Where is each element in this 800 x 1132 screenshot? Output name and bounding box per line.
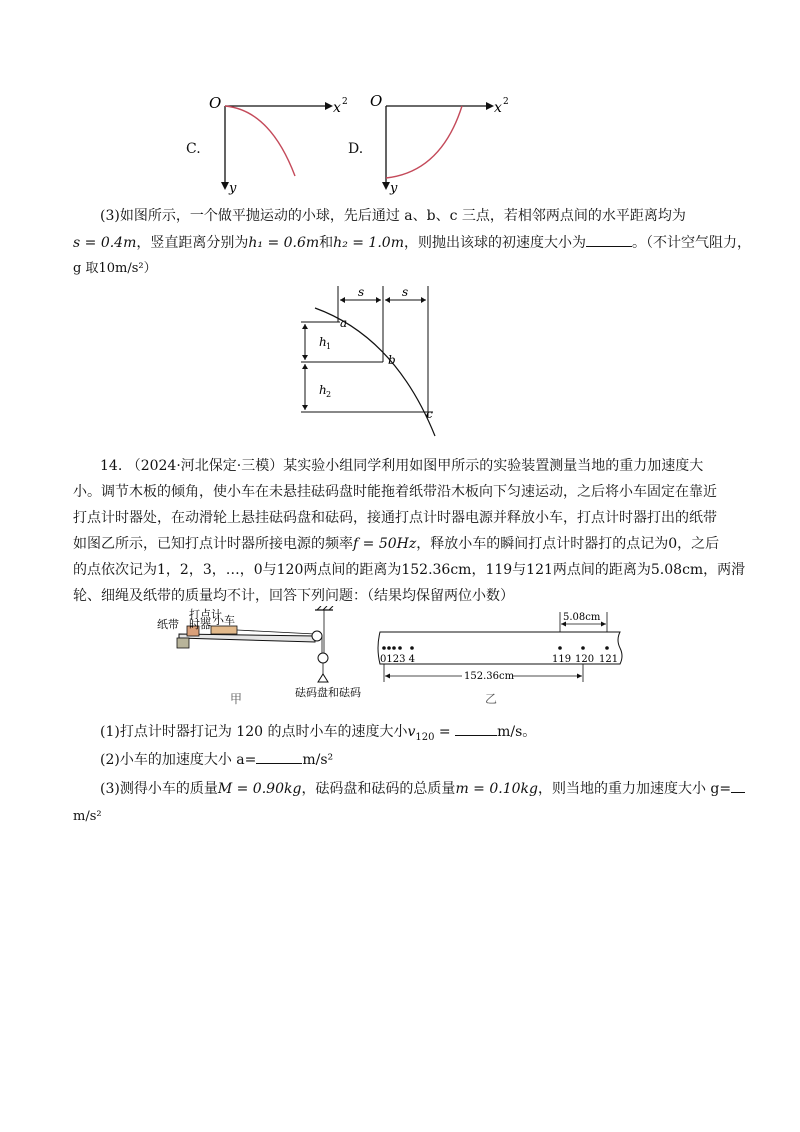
weights-label: 砝码盘和砝码 (295, 686, 361, 699)
apparatus-figure (155, 606, 370, 706)
caption-jia: 甲 (230, 692, 243, 706)
dim-508: 5.08cm (563, 612, 601, 623)
q14-line5: 的点依次记为1，2，3，…，0与120两点间的距离为152.36cm，119与121两点间的距离为5.08cm，两滑 (73, 562, 746, 578)
graph-c-origin: O (209, 94, 222, 112)
tape-label: 纸带 (157, 618, 179, 631)
tick-0-4: 0123 4 (380, 654, 415, 665)
subq1-pre: (1)打点计时器打记为 120 的点时小车的速度大小 (100, 724, 408, 740)
cart-block (211, 626, 237, 634)
subq1-v: v (407, 724, 416, 740)
graph-c-x-axis: x (333, 100, 341, 116)
graph-d-y-axis: y (390, 181, 398, 196)
q3-end: 。（不计空气阻力， (631, 235, 751, 251)
graph-d (366, 92, 516, 197)
caption-yi: 乙 (485, 692, 498, 706)
graph-d-x-axis: x (494, 100, 502, 116)
graph-d-x-exp: 2 (503, 97, 509, 107)
option-d-label: D. (348, 141, 364, 157)
q3-line1: (3)如图所示，一个做平抛运动的小球，先后通过 a、b、c 三点，若相邻两点间的水平距离均为 (100, 208, 686, 224)
trajectory-curve (315, 308, 435, 436)
timer-label: 打点计 (189, 608, 222, 621)
tick-121: 121 (599, 654, 619, 665)
q14-line4 (73, 533, 719, 555)
q3-line2 (73, 232, 751, 254)
subq1-eq: = (434, 724, 456, 740)
subq1-answer-blank[interactable] (455, 721, 497, 736)
point-a: a (340, 316, 348, 330)
graph-c-curve (225, 106, 295, 176)
option-c-label: C. (186, 141, 201, 157)
s2-label: s (402, 285, 409, 299)
subq2 (100, 749, 333, 771)
q14-line6: 轮、细绳及纸带的质量均不计，回答下列问题：（结果均保留两位小数） (73, 588, 514, 604)
tape-figure (370, 606, 635, 696)
subq1-vsub: 120 (415, 731, 435, 743)
point-b: b (388, 353, 396, 367)
subq3-M: M = 0.90kg (217, 781, 302, 797)
subq2-pre: (2)小车的加速度大小 a= (100, 752, 257, 768)
tick-120: 120 (575, 654, 595, 665)
graph-c-x-exp: 2 (342, 97, 348, 107)
timer-label-2: 时器 (189, 618, 211, 631)
q3-h1: h₁ = 0.6m (248, 235, 320, 251)
h2-label: h (319, 383, 327, 397)
q3-h2: h₂ = 1.0m (333, 235, 404, 251)
q3-s: s = 0.4m (73, 235, 137, 251)
subq3-mid: ，砝码盘和砝码的总质量 (301, 781, 456, 797)
h1-label: h (319, 335, 327, 349)
q3-and: 和 (319, 235, 334, 251)
q3-answer-blank[interactable] (586, 232, 632, 247)
subq3-m: m = 0.10kg (455, 781, 538, 797)
q14-line2: 小。调节木板的倾角，使小车在未悬挂砝码盘时能拖着纸带沿木板向下匀速运动，之后将小车固定在靠近 (73, 484, 717, 500)
subq3 (100, 778, 745, 800)
h2-sub: 2 (326, 390, 332, 399)
subq3-unit: m/s² (73, 809, 102, 824)
subq1-unit: m/s。 (497, 724, 537, 740)
graph-d-origin: O (370, 92, 383, 110)
subq3-answer-blank[interactable] (731, 778, 745, 793)
graph-d-curve (386, 106, 462, 178)
subq3-pre: (3)测得小车的质量 (100, 781, 218, 797)
point-c: c (426, 407, 433, 421)
h1-sub: 1 (326, 342, 332, 351)
subq2-answer-blank[interactable] (256, 749, 302, 764)
subq3-tail: ，则当地的重力加速度大小 g= (537, 781, 732, 797)
q3-tail: ，则抛出该球的初速度大小为 (403, 235, 586, 251)
s1-label: s (358, 285, 365, 299)
q14-line4-b: ，释放小车的瞬间打点计时器打的点记为0，之后 (416, 536, 720, 552)
subq1 (100, 721, 536, 749)
dim-15236: 152.36cm (464, 671, 515, 682)
cart-label: 小车 (213, 614, 235, 627)
q3-mid: ，竖直距离分别为 (136, 235, 249, 251)
q3-line3: g 取10m/s²） (73, 261, 157, 276)
tick-119: 119 (552, 654, 572, 665)
q14-line3: 打点计时器处，在动滑轮上悬挂砝码盘和砝码，接通打点计时器电源并释放小车，打点计时器打出的纸带 (73, 510, 717, 526)
graph-c-y-axis: y (229, 181, 237, 196)
q14-line1: 14. （2024·河北保定·三模）某实验小组同学利用如图甲所示的实验装置测量当地的重力加速度大 (100, 458, 704, 474)
subq2-unit: m/s² (302, 752, 334, 768)
q14-freq: f = 50Hz (353, 536, 417, 552)
projectile-figure (295, 282, 455, 442)
q14-line4-a: 如图乙所示，已知打点计时器所接电源的频率 (73, 536, 353, 552)
graph-c (205, 92, 355, 197)
